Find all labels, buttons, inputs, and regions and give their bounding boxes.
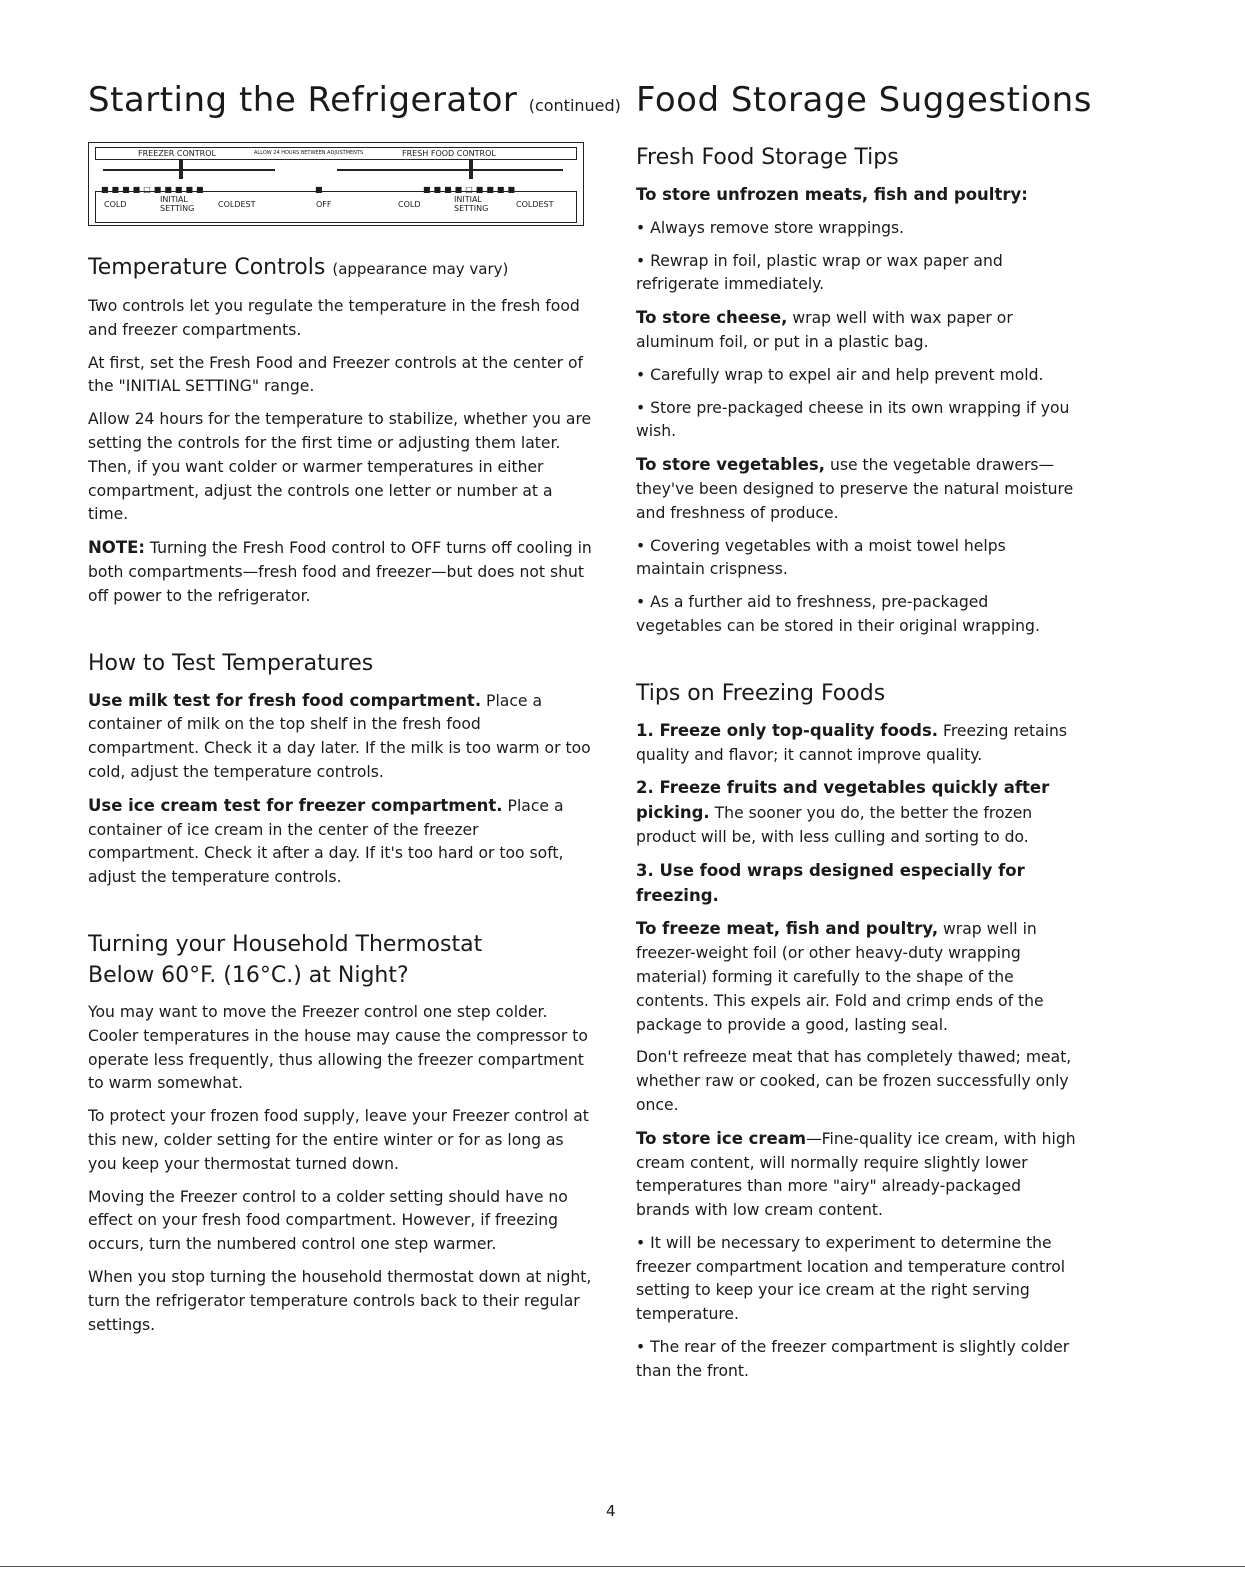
freezing-tips-heading: Tips on Freezing Foods (636, 680, 886, 706)
left-column (88, 80, 621, 1346)
thermostat-p4: When you stop turning the household thermostat down at night, turn the refrigerator temperature controls back to their regular settings. (88, 1267, 592, 1334)
thermostat-p1: You may want to move the Freezer control one step colder. Cooler temperatures in the house may cause the compressor to operate less frequently, thus allowing the freezer compartment to warm somewhat. (88, 1002, 588, 1093)
temp-controls-p2: At first, set the Fresh Food and Freezer controls at the center of the "INITIAL SETTING" range. (88, 353, 583, 396)
freezer-control-label: FREEZER CONTROL (138, 149, 216, 158)
freezer-setting-label: SETTING (160, 204, 195, 213)
fresh-food-storage-heading: Fresh Food Storage Tips (636, 145, 899, 170)
fresh-food-control-label: FRESH FOOD CONTROL (402, 149, 496, 158)
fresh-cold-label: COLD (398, 200, 421, 209)
control-panel-diagram (88, 142, 584, 226)
freezer-coldest-label: COLDEST (218, 200, 256, 209)
off-label: OFF (316, 200, 332, 209)
thermostat-heading: Turning your Household Thermostat Below 60°F. (16°C.) at Night? (88, 931, 483, 988)
freezer-slider-knob (179, 159, 183, 179)
temp-controls-note: NOTE: Turning the Fresh Food control to OFF turns off cooling in both compartments—fresh food and freezer—but does not shut off power to the refrigerator. (88, 538, 592, 605)
temperature-controls-heading: Temperature Controls (appearance may vary) (88, 255, 509, 280)
ice-cream-bullet-2: • The rear of the freezer compartment is slightly colder than the front. (636, 1338, 1070, 1380)
meats-bullet-1: • Always remove store wrappings. (636, 218, 905, 237)
freezer-cold-label: COLD (104, 200, 127, 209)
bottom-rule (0, 1566, 1245, 1567)
fresh-initial-label: INITIAL (454, 195, 482, 204)
adjustment-note: ALLOW 24 HOURS BETWEEN ADJUSTMENTS (254, 150, 364, 156)
meats-bullet-2: • Rewrap in foil, plastic wrap or wax paper and refrigerate immediately. (636, 251, 1003, 294)
ice-cream-test-paragraph: Use ice cream test for freezer compartment. Place a container of ice cream in the center of the freezer compartment. Check it after a day. If it's too hard or too soft, adjust the temperature controls. (88, 795, 564, 887)
vegetables-bullet-1: • Covering vegetables with a moist towel helps maintain crispness. (636, 536, 1006, 579)
cheese-bullet-1: • Carefully wrap to expel air and help prevent mold. (636, 365, 1044, 384)
vegetables-bullet-2: • As a further aid to freshness, pre-packaged vegetables can be stored in their original wrapping. (636, 593, 1040, 635)
thermostat-p2: To protect your frozen food supply, leave your Freezer control at this new, colder setting for the entire winter or for as long as you keep your thermostat turned down. (88, 1107, 589, 1173)
page-number: 4 (606, 1502, 616, 1520)
page-title-left: Starting the Refrigerator (continued) (88, 80, 621, 120)
fresh-coldest-label: COLDEST (516, 200, 554, 209)
ice-cream-bullet-1: • It will be necessary to experiment to determine the freezer compartment location and temperature control setting to keep your ice cream at the right serving temperature. (636, 1233, 1066, 1324)
test-temperatures-heading: How to Test Temperatures (88, 650, 374, 676)
fresh-food-slider-knob (469, 159, 473, 179)
control-panel-top-labels (95, 147, 577, 160)
fresh-setting-label: SETTING (454, 204, 489, 213)
vegetables-paragraph: To store vegetables, use the vegetable drawers—they've been designed to preserve the natural moisture and freshness of produce. (636, 455, 1074, 522)
off-scale-mark: ■ (315, 185, 326, 194)
freezing-tip-2: 2. Freeze fruits and vegetables quickly after picking. The sooner you do, the better the frozen product will be, with less culling and sorting to do. (636, 778, 1050, 846)
fresh-food-scale-marks: ■■■■□■■■■ (423, 185, 519, 194)
freezer-initial-label: INITIAL (160, 195, 188, 204)
temp-controls-p3: Allow 24 hours for the temperature to stabilize, whether you are setting the controls for the first time or adjusting them later. Then, if you want colder or warmer temperatures in either compartment, adjust the controls one letter or number at a time. (88, 410, 592, 524)
freezing-tip-1: 1. Freeze only top-quality foods. Freezing retains quality and flavor; it cannot improve quality. (636, 720, 1068, 764)
page-title-right: Food Storage Suggestions (636, 80, 1092, 120)
freezing-tip-3: 3. Use food wraps designed especially for freezing. (636, 860, 1025, 905)
freezer-slider-track (103, 169, 275, 171)
fresh-food-slider-track (337, 169, 563, 171)
temp-controls-p1: Two controls let you regulate the temperature in the fresh food and freezer compartments. (88, 297, 580, 339)
right-column (636, 80, 1092, 1393)
meats-lead: To store unfrozen meats, fish and poultry: (636, 185, 1028, 204)
cheese-paragraph: To store cheese, wrap well with wax paper or aluminum foil, or put in a plastic bag. (636, 308, 1013, 351)
cheese-bullet-2: • Store pre-packaged cheese in its own wrapping if you wish. (636, 398, 1070, 441)
refreeze-paragraph: Don't refreeze meat that has completely thawed; meat, whether raw or cooked, can be frozen successfully only once. (636, 1048, 1072, 1114)
freezer-scale-marks: ■■■■□■■■■■ (101, 185, 207, 194)
ice-cream-paragraph: To store ice cream—Fine-quality ice cream, with high cream content, will normally require slightly lower temperatures than more "airy" already-packaged brands with low cream content. (636, 1128, 1076, 1220)
freeze-meat-paragraph: To freeze meat, fish and poultry, wrap well in freezer-weight foil (or other heavy-duty wrapping material) forming it carefully to the shape of the contents. This expels air. Fold and crimp ends of the package to provide a good, lasting seal. (636, 919, 1044, 1034)
thermostat-p3: Moving the Freezer control to a colder setting should have no effect on your fresh food compartment. However, if freezing occurs, turn the numbered control one step warmer. (88, 1187, 568, 1254)
control-panel-bottom-labels (95, 191, 577, 223)
milk-test-paragraph: Use milk test for fresh food compartment. Place a container of milk on the top shelf in the fresh food compartment. Check it a day later. If the milk is too warm or too cold, adjust the temperature controls. (88, 690, 591, 781)
